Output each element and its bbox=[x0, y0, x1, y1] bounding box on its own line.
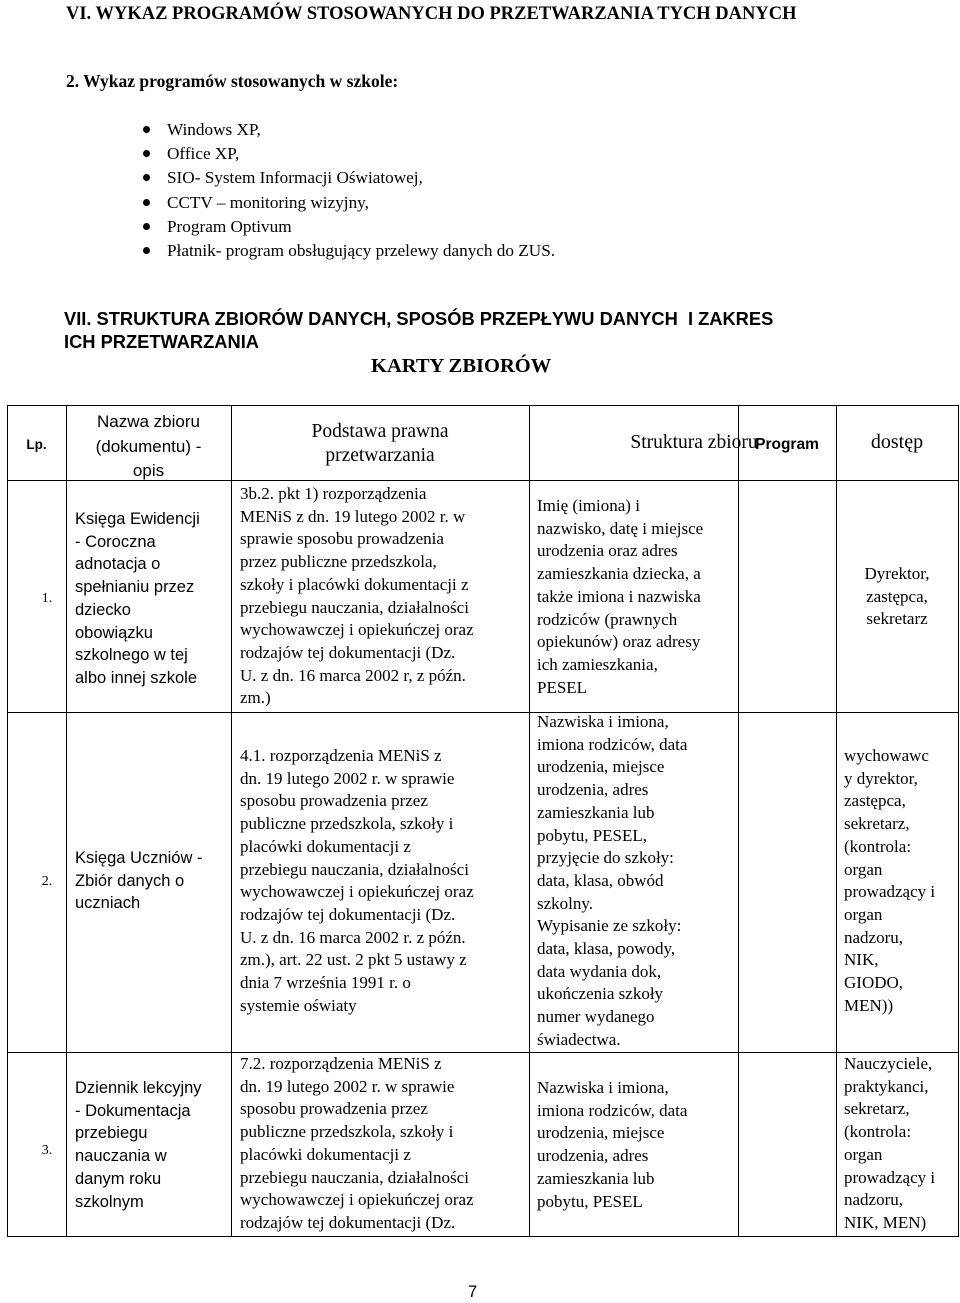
list-item: Program Optivum bbox=[131, 215, 555, 239]
programs-subheading: 2. Wykaz programów stosowanych w szkole: bbox=[66, 71, 399, 91]
section-7-heading: VII. STRUKTURA ZBIORÓW DANYCH, SPOSÓB PRZEPŁYWU DANYCH I ZAKRES ICH PRZETWARZANIA bbox=[64, 308, 774, 352]
row-1-lp: 1. bbox=[41, 591, 53, 606]
bullet-icon bbox=[143, 223, 150, 230]
row-2-nazwa: Księga Uczniów - Zbiór danych o uczniach bbox=[75, 849, 203, 913]
list-item: Płatnik- program obsługujący przelewy danych do ZUS. bbox=[131, 239, 555, 263]
header-lp: Lp. bbox=[26, 437, 47, 452]
list-item: Windows XP, bbox=[131, 118, 555, 142]
row-3-struktura: Nazwiska i imiona, imiona rodziców, data urodzenia, miejsce urodzenia, adres zamieszkania lub pobytu, PESEL bbox=[537, 1078, 688, 1211]
row-1-nazwa: Księga Ewidencji - Coroczna adnotacja o spełnianiu przez dziecko obowiązku szkolnego w tej albo innej szkole bbox=[75, 510, 200, 687]
header-podstawa: Podstawa prawna przetwarzania bbox=[311, 421, 449, 466]
list-item: CCTV – monitoring wizyjny, bbox=[131, 191, 555, 215]
bullet-icon bbox=[143, 199, 150, 206]
karty-zbiorow-title: KARTY ZBIORÓW bbox=[371, 355, 552, 377]
header-dostep: dostęp bbox=[870, 431, 924, 453]
header-nazwa: Nazwa zbioru (dokumentu) - opis bbox=[95, 412, 202, 480]
row-2-podstawa: 4.1. rozporządzenia MENiS z dn. 19 lutego 2002 r. w sprawie sposobu prowadzenia przez publiczne przedszkola, szkoły i placówki dokumentacji z przebiegu nauczania, działalności wychowawczej i opiekuńczej oraz rodzajów tej dokumentacji (Dz. U. z dn. 16 marca 2002 r. z późn. zm.), art. 22 ust. 2 pkt 5 ustawy z dnia 7 września 1991 r. o systemie oświaty bbox=[240, 746, 474, 1015]
page-number: 7 bbox=[468, 1283, 478, 1301]
list-item: SIO- System Informacji Oświatowej, bbox=[131, 166, 555, 190]
row-3-nazwa: Dziennik lekcyjny - Dokumentacja przebiegu nauczania w danym roku szkolnym bbox=[75, 1079, 202, 1211]
section-6-heading: VI. WYKAZ PROGRAMÓW STOSOWANYCH DO PRZETWARZANIA TYCH DANYCH bbox=[66, 4, 797, 24]
row-1-podstawa: 3b.2. pkt 1) rozporządzenia MENiS z dn. 19 lutego 2002 r. w sprawie sposobu prowadzenia przez publiczne przedszkola, szkoły i placówki dokumentacji z przebiegu nauczania, działalności wychowawczej i opiekuńczej oraz rodzajów tej dokumentacji (Dz. U. z dn. 16 marca 2002 r, z późn. zm.) bbox=[240, 484, 474, 708]
row-2-struktura: Nazwiska i imiona, imiona rodziców, data urodzenia, miejsce urodzenia, adres zamieszkania lub pobytu, PESEL, przyjęcie do szkoły: data, klasa, obwód szkolny. Wypisanie ze szkoły: data, klasa, powody, data wydania dok, ukończenia szkoły numer wydanego świadectwa. bbox=[537, 712, 688, 1049]
row-1-struktura: Imię (imiona) i nazwisko, datę i miejsce urodzenia oraz adres zamieszkania dziecka, a także imiona i nazwiska rodziców (prawnych opiekunów) oraz adresy ich zamieszkania, PESEL bbox=[537, 496, 704, 697]
row-3-lp: 3. bbox=[41, 1143, 53, 1158]
programs-list bbox=[131, 118, 555, 263]
bullet-icon bbox=[143, 150, 150, 157]
row-2-lp: 2. bbox=[41, 874, 53, 889]
header-program: Program bbox=[755, 436, 819, 453]
row-1-dostep: Dyrektor, zastępca, sekretarz bbox=[864, 564, 930, 629]
row-3-dostep: Nauczyciele, praktykanci, sekretarz, (kontrola: organ prowadzący i nadzoru, NIK, MEN) bbox=[844, 1054, 936, 1232]
list-item: Office XP, bbox=[131, 142, 555, 166]
row-3-podstawa: 7.2. rozporządzenia MENiS z dn. 19 lutego 2002 r. w sprawie sposobu prowadzenia przez publiczne przedszkola, szkoły i placówki dokumentacji z przebiegu nauczania, działalności wychowawczej i opiekuńczej oraz rodzajów tej dokumentacji (Dz. bbox=[240, 1054, 474, 1232]
bullet-icon bbox=[143, 174, 150, 181]
row-2-dostep: wychowawc y dyrektor, zastępca, sekretarz, (kontrola: organ prowadzący i organ nadzoru, NIK, GIODO, MEN)) bbox=[844, 746, 936, 1015]
bullet-icon bbox=[143, 126, 150, 133]
header-struktura: Struktura zbioru bbox=[630, 432, 758, 453]
bullet-icon bbox=[143, 247, 150, 254]
